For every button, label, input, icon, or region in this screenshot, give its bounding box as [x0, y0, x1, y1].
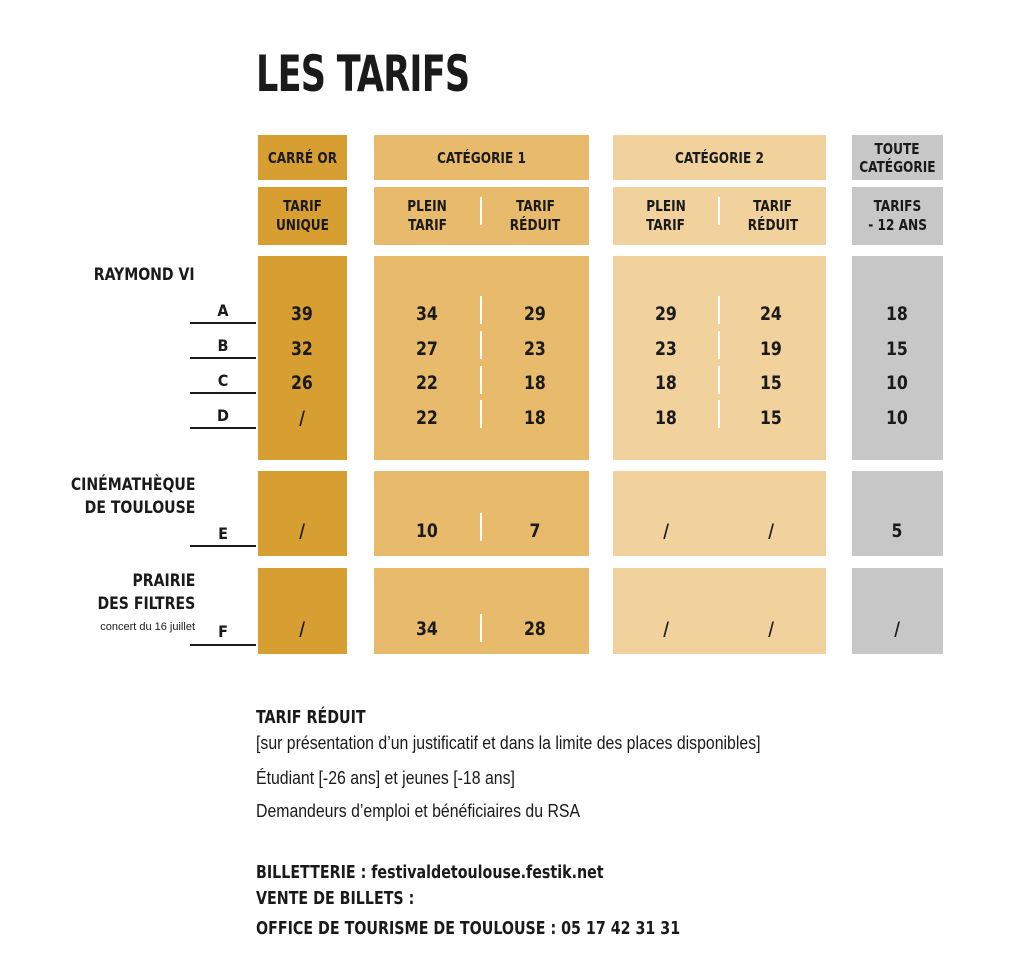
price-cell	[272, 520, 332, 542]
price-cell	[867, 618, 927, 640]
price-cell	[741, 372, 801, 394]
price-cell	[505, 618, 565, 640]
price-cell	[636, 618, 696, 640]
header-categorie-1-label: CATÉGORIE 1	[437, 148, 526, 167]
price-value: 39	[291, 303, 313, 325]
office-tourisme-text: OFFICE DE TOURISME DE TOULOUSE : 05 17 42 31 31	[256, 918, 681, 939]
price-value: 15	[760, 407, 782, 429]
subheader-plein-line1: PLEIN	[407, 197, 448, 215]
subheader-enfants-line2: - 12 ANS	[868, 216, 927, 234]
price-cell	[397, 407, 457, 429]
venue-prairie-line2: DES FILTRES	[97, 594, 195, 614]
tarif-reduit-students	[256, 767, 550, 790]
row-label-b: B	[217, 336, 229, 355]
price-value: /	[299, 618, 305, 640]
venue-prairie	[10, 570, 195, 616]
subheader-plein-line2: TARIF	[408, 216, 447, 234]
price-cell	[272, 618, 332, 640]
price-cell	[397, 618, 457, 640]
price-cell	[272, 372, 332, 394]
subheader-plein-line2: TARIF	[646, 216, 686, 234]
price-value: 18	[886, 303, 908, 325]
tarif-reduit-conditions-text: [sur présentation d’un justificatif et dans la limite des places disponibles]	[256, 733, 761, 753]
price-value: 19	[760, 338, 782, 360]
subheader-tarif-unique-line1: TARIF	[283, 197, 322, 215]
price-value: 26	[291, 372, 313, 394]
subheader-plein-line1: PLEIN	[646, 197, 686, 215]
subheader-tarif-unique	[258, 187, 347, 245]
header-categorie-2-label: CATÉGORIE 2	[675, 148, 764, 167]
block-cinematheque-cat2	[613, 471, 826, 556]
row-label-f: F	[218, 622, 228, 641]
price-value: 5	[891, 520, 903, 542]
office-tourisme-line	[256, 917, 738, 940]
price-cell	[397, 303, 457, 325]
row-line-c	[190, 392, 256, 394]
price-value: 29	[655, 303, 677, 325]
price-value: 28	[524, 618, 546, 640]
price-cell	[741, 407, 801, 429]
subheader-reduit-line1: TARIF	[516, 197, 555, 215]
subheader-cat2-plein	[613, 187, 719, 245]
price-cell	[505, 303, 565, 325]
subheader-cat1	[374, 187, 589, 245]
subheader-cat1-reduit	[482, 187, 589, 245]
row-label-a: A	[217, 301, 229, 320]
venue-cinematheque-line2: DE TOULOUSE	[84, 498, 195, 518]
venue-cinematheque	[10, 474, 195, 520]
tarif-reduit-conditions	[256, 732, 829, 755]
venue-cinematheque-line1: CINÉMATHÈQUE	[70, 475, 195, 495]
block-prairie-cat2	[613, 568, 826, 654]
tarif-reduit-rsa-text: Demandeurs d’emploi et bénéficiaires du RSA	[256, 801, 581, 821]
price-cell	[636, 520, 696, 542]
subheader-enfants-line1: TARIFS	[873, 197, 922, 215]
block-prairie-toute	[852, 568, 943, 654]
header-categorie-1	[374, 135, 589, 180]
price-value: /	[768, 618, 774, 640]
column-divider	[480, 513, 482, 541]
subheader-cat2	[613, 187, 826, 245]
venue-raymond-vi-label: RAYMOND VI	[94, 265, 195, 285]
price-value: /	[663, 520, 669, 542]
price-value: 29	[524, 303, 546, 325]
price-value: /	[894, 618, 900, 640]
price-cell	[741, 618, 801, 640]
block-prairie-carre-or	[258, 568, 347, 654]
price-value: 32	[291, 338, 313, 360]
price-value: 15	[886, 338, 908, 360]
row-line-f	[190, 644, 256, 646]
price-value: 23	[524, 338, 546, 360]
price-value: 15	[760, 372, 782, 394]
price-value: /	[768, 520, 774, 542]
vente-billets-line	[256, 887, 436, 910]
price-cell	[397, 372, 457, 394]
price-cell	[505, 338, 565, 360]
column-divider	[718, 296, 720, 324]
price-cell	[505, 372, 565, 394]
tarif-reduit-students-text: Étudiant [-26 ans] et jeunes [-18 ans]	[256, 768, 515, 788]
price-value: 10	[416, 520, 438, 542]
price-value: 34	[416, 303, 438, 325]
price-cell	[741, 520, 801, 542]
price-cell	[636, 407, 696, 429]
price-cell	[867, 303, 927, 325]
column-divider	[480, 366, 482, 394]
tarif-reduit-title-text: TARIF RÉDUIT	[256, 707, 366, 728]
subheader-cat2-reduit	[720, 187, 826, 245]
price-cell	[272, 338, 332, 360]
price-cell	[636, 338, 696, 360]
column-divider	[480, 400, 482, 428]
venue-prairie-note: concert du 16 juillet	[100, 621, 195, 633]
subheader-reduit-line2: RÉDUIT	[510, 216, 561, 234]
block-cinematheque-toute	[852, 471, 943, 556]
price-value: 27	[416, 338, 438, 360]
subheader-tarif-unique-line2: UNIQUE	[275, 216, 330, 234]
row-line-d	[190, 427, 256, 429]
price-cell	[397, 338, 457, 360]
header-toute-categorie	[852, 135, 943, 180]
venue-prairie-line1: PRAIRIE	[132, 571, 195, 591]
price-cell	[397, 520, 457, 542]
column-divider	[480, 614, 482, 642]
price-cell	[741, 303, 801, 325]
header-carre-or-label: CARRÉ OR	[267, 148, 338, 167]
price-cell	[272, 407, 332, 429]
tarif-reduit-title	[256, 706, 381, 729]
subheader-reduit-line2: RÉDUIT	[747, 216, 799, 234]
price-cell	[636, 303, 696, 325]
subheader-cat1-plein	[374, 187, 481, 245]
price-value: 10	[886, 372, 908, 394]
column-divider	[480, 331, 482, 359]
column-divider	[718, 366, 720, 394]
subheader-moins-12	[852, 187, 943, 245]
tarif-reduit-rsa	[256, 800, 624, 823]
price-value: 22	[416, 407, 438, 429]
price-value: 10	[886, 407, 908, 429]
price-value: 18	[524, 372, 546, 394]
price-value: /	[299, 520, 305, 542]
page-title: LES TARIFS	[256, 45, 470, 103]
row-line-e	[190, 545, 256, 547]
header-toute-line1: TOUTE	[874, 139, 921, 158]
column-divider	[718, 331, 720, 359]
price-cell	[505, 407, 565, 429]
price-value: 34	[416, 618, 438, 640]
billetterie-line	[256, 861, 651, 884]
price-value: 7	[529, 520, 541, 542]
price-value: 18	[655, 407, 677, 429]
price-value: /	[299, 407, 305, 429]
column-divider	[718, 400, 720, 428]
price-cell	[867, 520, 927, 542]
row-label-e: E	[218, 524, 228, 543]
billetterie-text: BILLETTERIE : festivaldetoulouse.festik.net	[256, 862, 604, 883]
price-value: 18	[655, 372, 677, 394]
price-value: 24	[760, 303, 782, 325]
price-cell	[741, 338, 801, 360]
price-value: /	[663, 618, 669, 640]
row-line-a	[190, 322, 256, 324]
venue-raymond-vi	[20, 264, 195, 287]
price-value: 23	[655, 338, 677, 360]
price-cell	[505, 520, 565, 542]
row-line-b	[190, 357, 256, 359]
subheader-reduit-line1: TARIF	[753, 197, 793, 215]
price-value: 22	[416, 372, 438, 394]
price-cell	[272, 303, 332, 325]
header-categorie-2	[613, 135, 826, 180]
price-cell	[636, 372, 696, 394]
price-cell	[867, 372, 927, 394]
column-divider	[480, 296, 482, 324]
price-cell	[867, 338, 927, 360]
vente-billets-text: VENTE DE BILLETS :	[256, 888, 415, 909]
row-label-c: C	[217, 371, 229, 390]
row-label-d: D	[217, 406, 229, 425]
header-carre-or	[258, 135, 347, 180]
header-toute-line2: CATÉGORIE	[859, 157, 936, 176]
price-cell	[867, 407, 927, 429]
price-value: 18	[524, 407, 546, 429]
block-cinematheque-carre-or	[258, 471, 347, 556]
